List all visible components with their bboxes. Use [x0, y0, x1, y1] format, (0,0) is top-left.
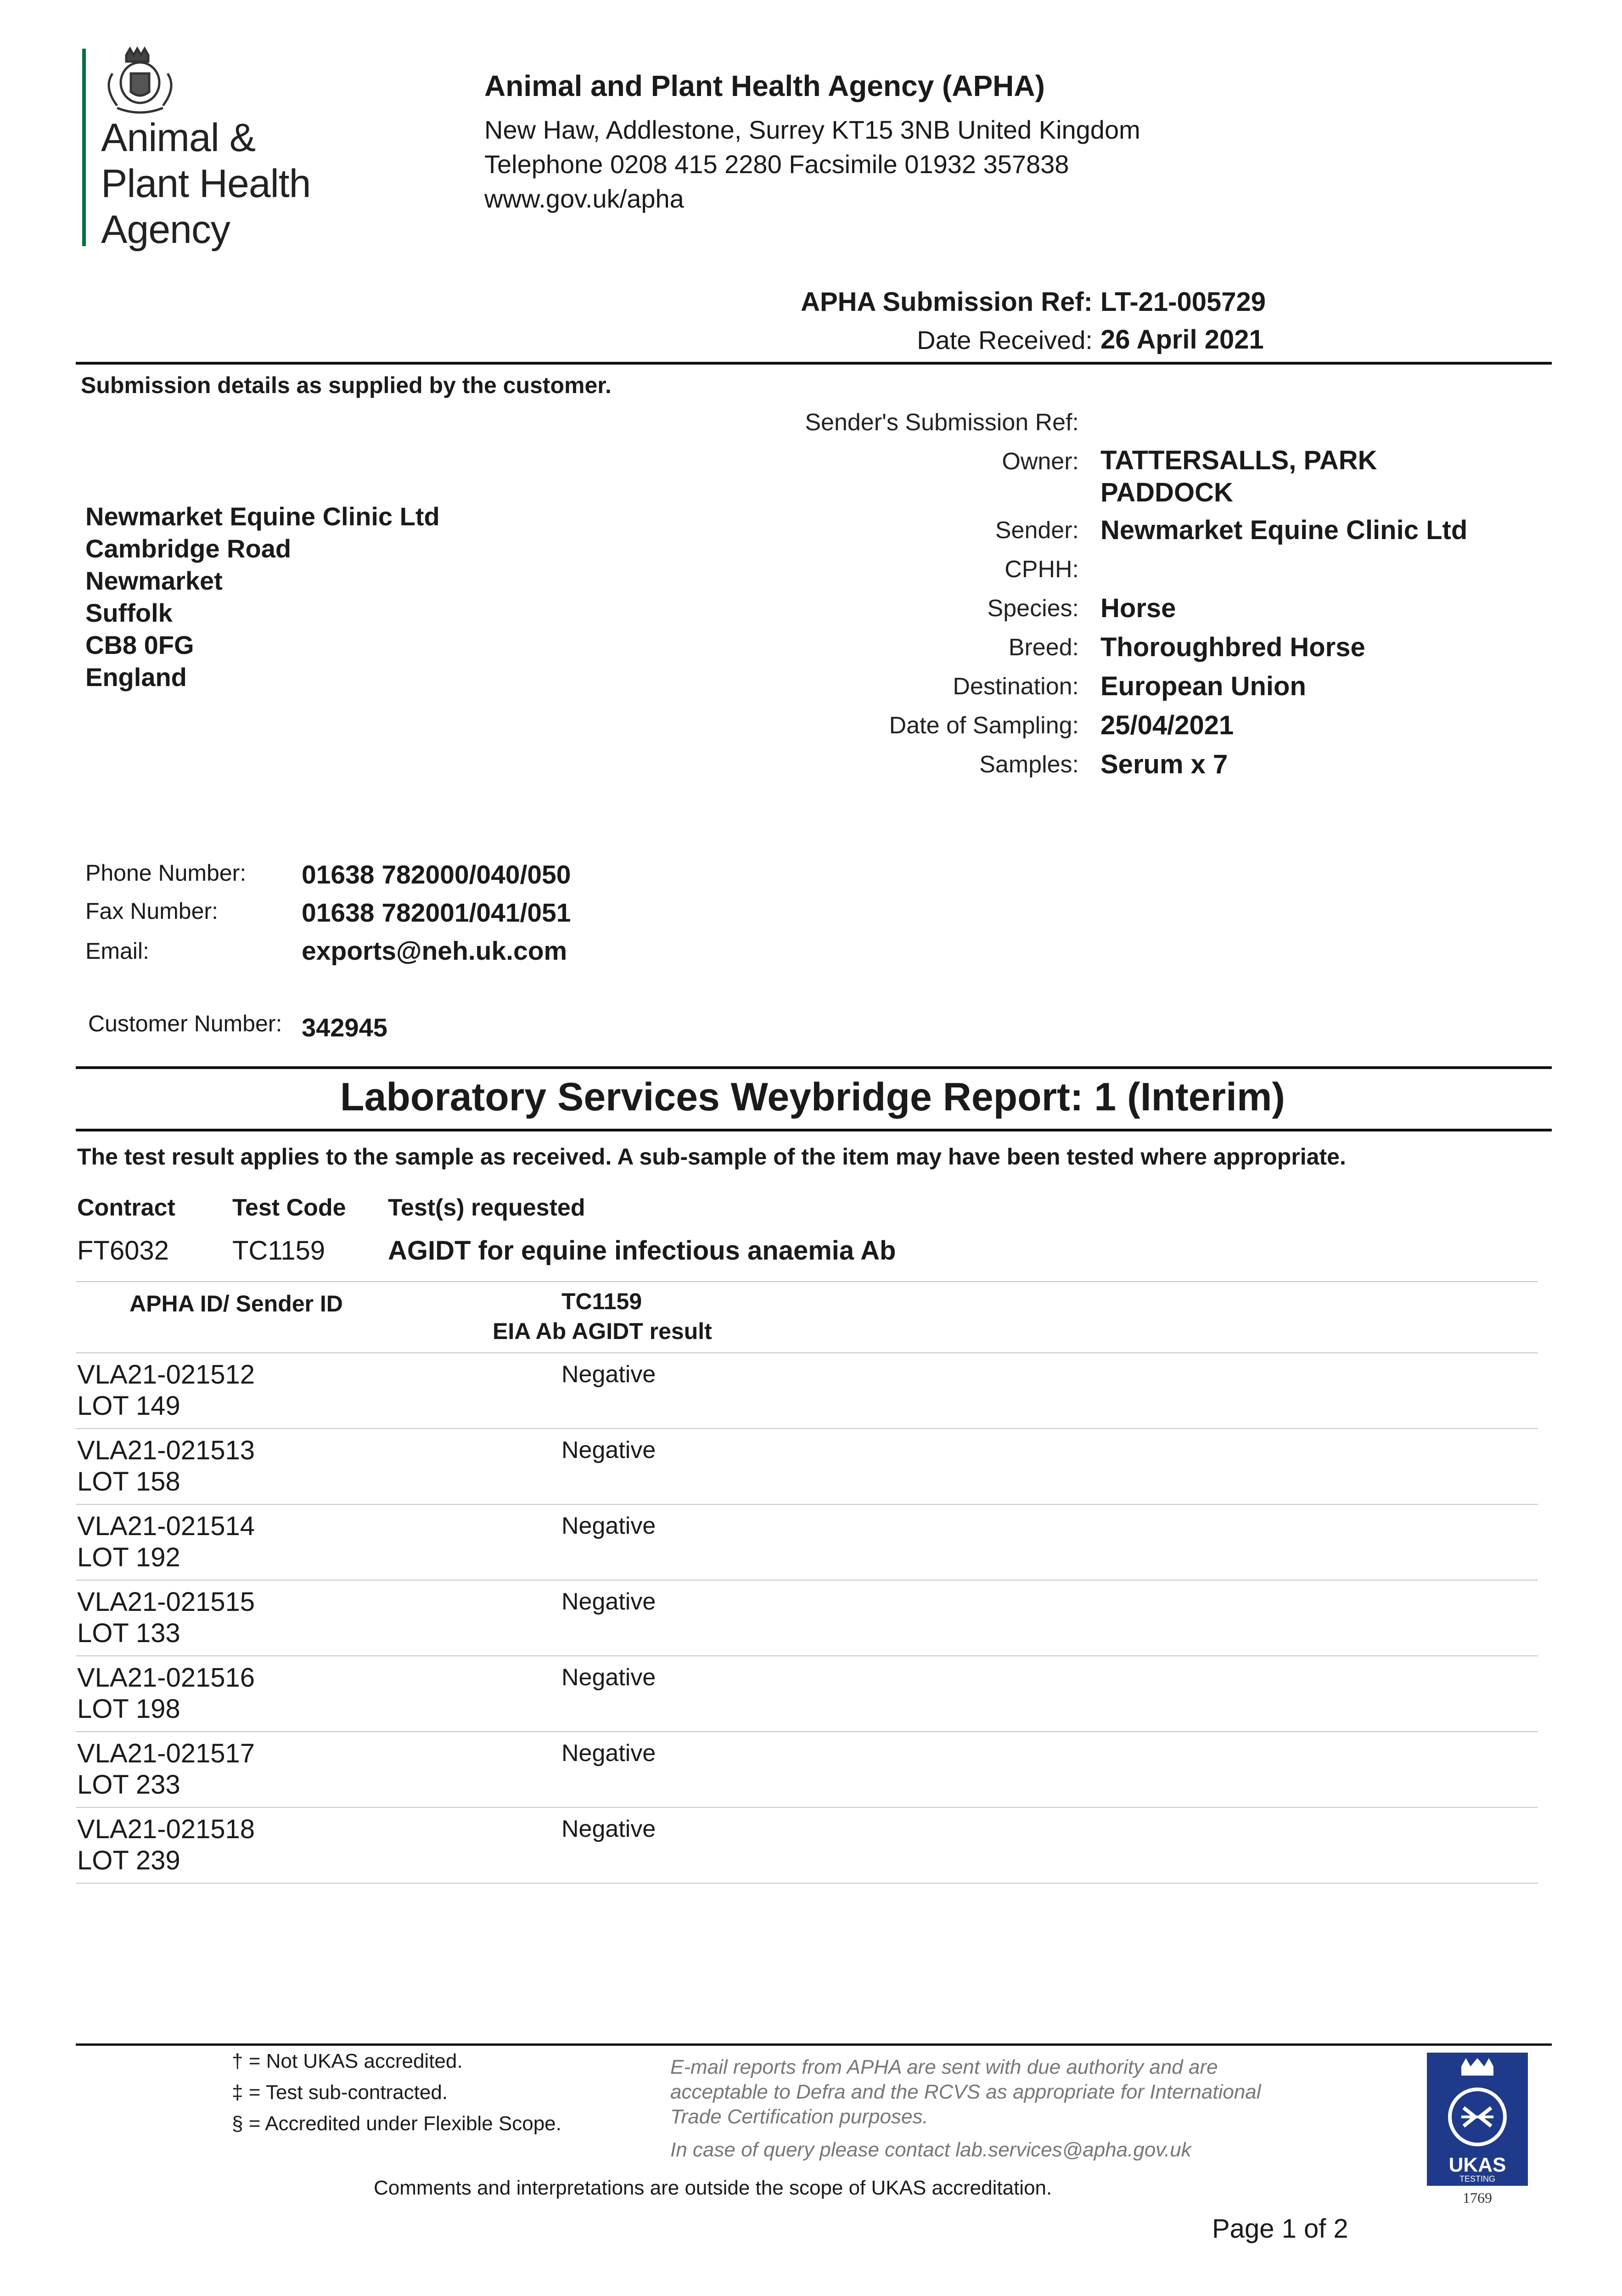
table-row-sample-id: VLA21-021512 [77, 1360, 255, 1390]
fax-value: 01638 782001/041/051 [302, 898, 571, 928]
contract-header: Contract [77, 1194, 175, 1221]
owner-value-line1: TATTERSALLS, PARK [1100, 445, 1377, 475]
address-line: Newmarket Equine Clinic Ltd [85, 502, 440, 531]
table-header-rule [76, 1352, 1538, 1353]
table-row-result: Negative [561, 1361, 656, 1388]
test-code-value: TC1159 [232, 1236, 326, 1266]
logo-line-1: Animal & [101, 116, 256, 160]
footnote-sub-contracted: ‡ = Test sub-contracted. [232, 2081, 448, 2104]
table-row-divider [76, 1883, 1538, 1884]
contract-value: FT6032 [77, 1236, 169, 1266]
email-disclaimer-line: E-mail reports from APHA are sent with due authority and are [670, 2056, 1218, 2078]
table-row-lot: LOT 198 [77, 1694, 180, 1724]
footnote-not-accredited: † = Not UKAS accredited. [232, 2050, 463, 2072]
breed-value: Thoroughbred Horse [1100, 632, 1365, 662]
table-row-lot: LOT 158 [77, 1467, 180, 1497]
table-row-result: Negative [561, 1664, 656, 1691]
samples-value: Serum x 7 [1100, 749, 1228, 779]
phone-value: 01638 782000/040/050 [302, 860, 571, 889]
report-title-top-rule [76, 1066, 1552, 1069]
table-row-result: Negative [561, 1513, 656, 1539]
ukas-comments-note: Comments and interpretations are outside the scope of UKAS accreditation. [374, 2177, 1052, 2199]
species-label: Species: [987, 595, 1079, 622]
breed-label: Breed: [1008, 634, 1079, 661]
owner-label: Owner: [1002, 448, 1079, 475]
samples-label: Samples: [979, 751, 1079, 778]
date-received-label: Date Received: [917, 326, 1093, 355]
page-number: Page 1 of 2 [1212, 2214, 1348, 2244]
customer-number-label: Customer Number: [88, 1011, 282, 1036]
report-title: Laboratory Services Weybridge Report: 1 (Interim) [340, 1075, 1285, 1119]
table-row-lot: LOT 192 [77, 1542, 180, 1572]
date-received-value: 26 April 2021 [1100, 325, 1264, 355]
table-row-result: Negative [561, 1816, 656, 1842]
address-line: Cambridge Road [85, 534, 292, 563]
phone-label: Phone Number: [85, 860, 247, 886]
ukas-label: UKAS [1448, 2154, 1506, 2176]
customer-number-value: 342945 [302, 1013, 387, 1042]
submission-heading: Submission details as supplied by the customer. [81, 372, 612, 398]
address-line: Suffolk [85, 598, 173, 627]
table-row-lot: LOT 149 [77, 1391, 180, 1421]
email-disclaimer-line: acceptable to Defra and the RCVS as appropriate for International [670, 2081, 1261, 2103]
logo-line-2: Plant Health [101, 162, 311, 206]
table-row-lot: LOT 233 [77, 1770, 180, 1800]
senders-ref-label: Sender's Submission Ref: [805, 409, 1079, 436]
logo-accent-bar [82, 49, 86, 246]
table-row-divider [76, 1731, 1538, 1732]
cphh-label: CPHH: [1005, 556, 1079, 583]
table-row-sample-id: VLA21-021513 [77, 1435, 255, 1465]
query-contact-note: In case of query please contact lab.services@apha.gov.uk [670, 2138, 1191, 2161]
destination-value: European Union [1100, 671, 1306, 701]
royal-crest-icon [99, 46, 181, 115]
email-label: Email: [85, 938, 149, 964]
email-value: exports@neh.uk.com [302, 936, 567, 966]
table-result-header-code: TC1159 [561, 1289, 642, 1314]
sampling-date-value: 25/04/2021 [1100, 710, 1234, 740]
footnote-flexible-scope: § = Accredited under Flexible Scope. [232, 2112, 561, 2135]
table-top-rule [76, 1281, 1538, 1282]
fax-label: Fax Number: [85, 898, 218, 924]
table-row-result: Negative [561, 1740, 656, 1767]
test-requested-value: AGIDT for equine infectious anaemia Ab [388, 1236, 896, 1266]
table-row-divider [76, 1504, 1538, 1505]
agency-address: New Haw, Addlestone, Surrey KT15 3NB United Kingdom [484, 115, 1140, 144]
tests-requested-header: Test(s) requested [388, 1194, 585, 1221]
submission-ref-value: LT-21-005729 [1100, 287, 1266, 317]
agency-phone-fax: Telephone 0208 415 2280 Facsimile 01932 357838 [484, 150, 1069, 179]
ukas-number: 1769 [1463, 2189, 1492, 2206]
address-line: CB8 0FG [85, 630, 194, 659]
table-row-sample-id: VLA21-021516 [77, 1663, 255, 1693]
table-row-divider [76, 1807, 1538, 1808]
species-value: Horse [1100, 593, 1176, 623]
table-row-divider [76, 1655, 1538, 1656]
table-row-divider [76, 1428, 1538, 1429]
address-line: Newmarket [85, 566, 223, 595]
table-row-result: Negative [561, 1588, 656, 1615]
report-title-bottom-rule [76, 1129, 1552, 1131]
table-id-header: APHA ID/ Sender ID [129, 1291, 343, 1317]
ukas-sub-label: TESTING [1459, 2174, 1495, 2183]
agency-name: Animal and Plant Health Agency (APHA) [484, 69, 1045, 102]
table-row-lot: LOT 239 [77, 1846, 180, 1875]
table-row-sample-id: VLA21-021518 [77, 1814, 255, 1844]
table-row-sample-id: VLA21-021517 [77, 1739, 255, 1768]
table-result-header-name: EIA Ab AGIDT result [493, 1318, 712, 1344]
sampling-date-label: Date of Sampling: [889, 712, 1079, 739]
table-row-sample-id: VLA21-021514 [77, 1511, 255, 1541]
owner-value-line2: PADDOCK [1100, 478, 1233, 507]
table-row-lot: LOT 133 [77, 1618, 180, 1648]
agency-website: www.gov.uk/apha [484, 184, 684, 213]
address-line: England [85, 663, 187, 692]
logo-line-3: Agency [101, 208, 230, 252]
table-row-result: Negative [561, 1437, 656, 1463]
email-disclaimer-line: Trade Certification purposes. [670, 2105, 928, 2128]
header-divider [76, 362, 1552, 365]
sender-value: Newmarket Equine Clinic Ltd [1100, 515, 1468, 545]
sender-label: Sender: [995, 517, 1079, 544]
ukas-crown-mark-icon [1425, 2053, 1530, 2204]
submission-ref-label: APHA Submission Ref: [801, 287, 1093, 317]
applies-statement: The test result applies to the sample as received. A sub-sample of the item may have been tested where appropriate. [77, 1144, 1346, 1170]
table-row-divider [76, 1580, 1538, 1581]
destination-label: Destination: [953, 673, 1079, 700]
table-row-sample-id: VLA21-021515 [77, 1587, 255, 1617]
test-code-header: Test Code [232, 1194, 346, 1221]
